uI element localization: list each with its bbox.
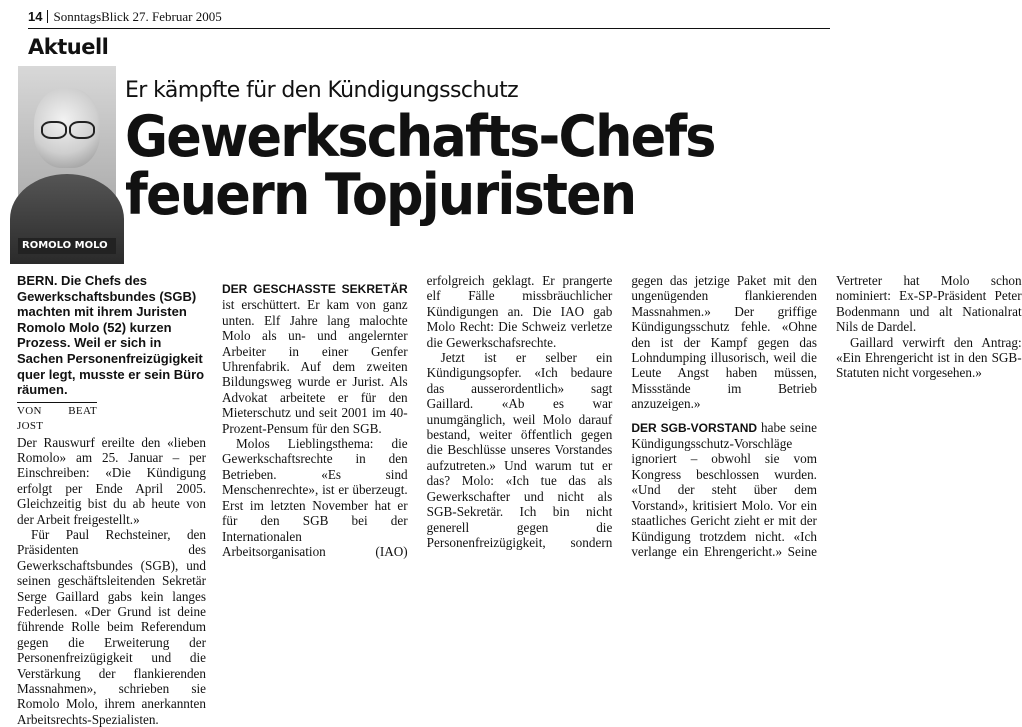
photo-caption: ROMOLO MOLO xyxy=(18,238,116,254)
page-number: 14 xyxy=(28,9,43,24)
headline xyxy=(125,104,715,228)
subheading: DER GESCHASSTE SEKRETÄR xyxy=(222,282,408,296)
section-label: Aktuell xyxy=(28,35,109,59)
article-lead: BERN. Die Chefs des Gewerkschaftsbundes (SGB) machten mit ihrem Juristen Romolo Molo (52) kurzen Prozess. Weil er sich in Sachen Personenfreizügigkeit quer legt, musste er sein Büro räumen. xyxy=(17,273,205,398)
photo-glasses-left xyxy=(41,121,67,139)
article-paragraph: DER SGB-VORSTAND habe seine Kündigungsschutz-Vorschläge ignoriert – obwohl sie vom Kongress beschlossen wurden. «Und der steht über dem Vorstand», kritisiert Molo. Vor ein staatliches Gericht zieht er mit der Kündigung trotzdem nicht. «Ich verlange ein Ehrengericht.» Seine Vertreter hat Molo schon nominiert: Ex-SP-Präsident Peter Bodenmann und alt Nationalrat Nils de Dardel. xyxy=(631,273,1022,559)
article-paragraph: Gaillard verwirft den Antrag: «Ein Ehrengericht ist in den SGB-Statuten nicht vorgesehen.» xyxy=(835,334,1022,381)
kicker: Er kämpfte für den Kündigungsschutz xyxy=(125,78,519,103)
article-paragraph: Der Rauswurf ereilte den «lieben Romolo» am 25. Januar – per Einschreiben: «Die Kündigung erfolgt per Ende April 2005. Gleichzeitig bist du ab heute von der Arbeit freigestellt.» xyxy=(17,434,206,527)
header-separator xyxy=(47,10,48,23)
article-paragraph: Für Paul Rechsteiner, den Präsidenten des Gewerkschaftsbundes (SGB), und seinen geschäftsleitenden Sekretär Serge Gaillard gabs kein langes Federlesen. «Der Grund ist deine führende Rolle beim Referendum gegen die Erweiterung der Personenfreizügigkeit und die Verstärkung der flankierenden Massnahmen», schrieben sie Romolo Molo, ihrem anerkannten Arbeitsrechts-Spezialisten. xyxy=(17,527,206,727)
header-rule xyxy=(28,28,830,29)
article-paragraph: Molos Lieblingsthema: die Gewerkschaftsrechte in den Betrieben. «Es sind Menschenrechte», ist er überzeugt. Erst im letzten November hat er für den SGB bei der Internationalen Arbeitsorganisation (IAO) erfolgreich geklagt. Er prangerte elf Fälle missbräuchlicher Kündigungen an. Die IAO gab Molo Recht: Die Schweiz verletze die Gewerkschafsrechte. xyxy=(222,273,613,559)
portrait-photo xyxy=(18,66,116,254)
page-header xyxy=(28,9,222,25)
headline-line-1: Gewerkschafts-Chefs xyxy=(125,104,715,170)
photo-glasses-right xyxy=(69,121,95,139)
byline: VON BEAT JOST xyxy=(17,402,97,435)
article-paragraph: Jetzt ist er selber ein Kündigungsopfer. «Ich bedaure das ausserordentlich» sagt Gaillard. «Ab es war unumgänglich, weil Molo darauf bestand, weiter öffentlich gegen die Beschlüsse unseres Vorstandes aufzutreten.» Und warum tut er das? Molo: «Ich tue das als Gewerkschafter und nicht als SGB-Sekretär. Ich bin nicht generell gegen die Personenfreizügigkeit, sondern gegen das jetzige Paket mit den ungenügenden flankierenden Massnahmen.» Der griffige Kündigungsschutz fehle. «Ohne den ist der Kampf gegen das Lohndumping illusorisch, weil die Leute Angst haben müssen, Missstände im Betrieb anzuzeigen.» xyxy=(426,273,817,550)
subheading: DER SGB-VORSTAND xyxy=(631,420,758,435)
article-column-1 xyxy=(17,273,206,727)
publication-date: SonntagsBlick 27. Februar 2005 xyxy=(53,9,222,24)
article-columns-2-4 xyxy=(222,273,1022,561)
headline-line-2: feuern Topjuristen xyxy=(125,162,636,228)
article-paragraph: DER GESCHASSTE SEKRETÄR ist erschüttert. Er kam von ganz unten. Elf Jahre lang malochte Molo als un- und angelernter Arbeiter in einer Genfer Uhrenfabrik. Auf dem zweiten Bildungsweg wurde er Jurist. Als Advokat arbeitete er für den Mieterschutz und seit 2001 im 40-Prozent-Pensum für den SGB. xyxy=(222,282,408,436)
